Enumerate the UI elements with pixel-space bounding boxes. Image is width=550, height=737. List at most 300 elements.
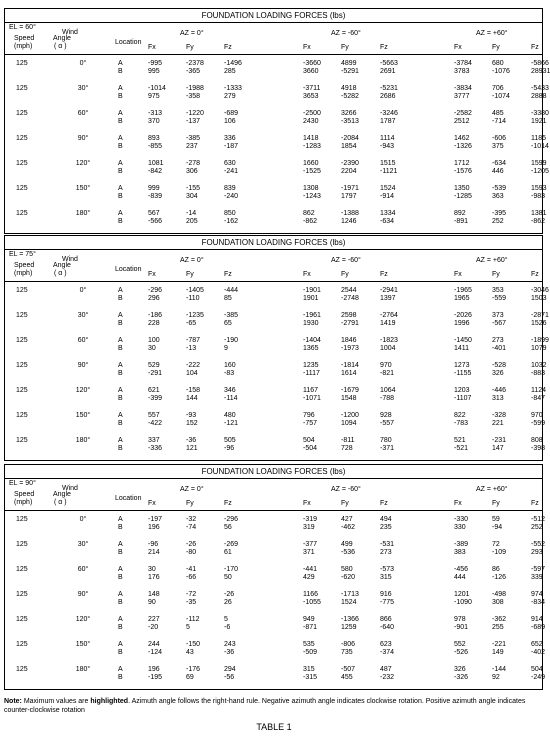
force-value-b: -847 [531,395,546,402]
force-column-header: Fx [454,44,462,51]
force-value-a: 1273 [454,362,470,369]
force-value-a: -1450 [454,337,472,344]
force-value-a: 504 [531,666,543,673]
location-a-cell: A [118,110,123,117]
force-value-a: -385 [186,135,201,142]
title-divider [5,22,542,23]
force-value-b: 43 [186,649,194,656]
force-value-b: -891 [454,218,469,225]
force-value-a: 949 [303,616,315,623]
force-value-a: 1167 [303,387,319,394]
speed-label: Speed [14,491,35,498]
force-value-a: -231 [492,437,507,444]
location-a-cell: A [118,185,123,192]
force-column-header: Fx [303,500,311,507]
force-value-a: -1366 [341,616,359,623]
location-b-cell: B [118,295,123,302]
location-b-cell: B [118,574,123,581]
speed-label: Speed [14,262,35,269]
force-value-a: 1846 [341,337,357,344]
location-a-cell: A [118,387,123,394]
force-value-a: -328 [492,412,507,419]
force-value-a: -1814 [341,362,359,369]
force-value-b: -74 [186,524,197,531]
force-value-a: 928 [380,412,392,419]
force-value-b: 429 [303,574,315,581]
force-value-a: 499 [341,541,353,548]
force-value-b: 339 [531,574,543,581]
force-value-b: 121 [186,445,198,452]
force-value-b: -620 [341,574,356,581]
force-value-b: 9 [224,345,228,352]
force-column-header: Fx [303,44,311,51]
force-value-a: 1515 [380,160,396,167]
force-value-a: -296 [148,287,163,294]
wind-label: Wind [62,485,78,492]
force-value-a: -1901 [303,287,321,294]
force-value-b: 1411 [454,345,470,352]
force-value-a: -150 [186,641,201,648]
location-a-cell: A [118,666,123,673]
force-value-a: -1965 [454,287,472,294]
force-value-a: -197 [148,516,163,523]
force-value-b: -20 [148,624,159,631]
force-value-a: -313 [148,110,163,117]
force-value-a: 494 [380,516,392,523]
force-value-b: -640 [380,624,395,631]
force-value-b: -1014 [531,143,549,150]
table-caption: TABLE 1 [256,722,292,732]
force-value-b: -398 [531,445,546,452]
force-value-b: -126 [492,574,507,581]
force-value-a: -787 [186,337,201,344]
wind-angle-cell: 0° [79,60,87,67]
force-value-a: -190 [224,337,239,344]
force-column-header: Fy [341,271,349,278]
location-b-cell: B [118,649,123,656]
force-value-b: -983 [531,193,546,200]
force-value-b: -1074 [492,93,510,100]
wind-speed-cell: 125 [16,412,28,419]
force-value-a: 978 [454,616,466,623]
force-value-a: -395 [492,210,507,217]
elevation-label: EL = 90° [9,480,36,487]
location-a-cell: A [118,591,123,598]
force-value-a: 621 [148,387,160,394]
force-value-a: 552 [454,641,466,648]
force-value-b: 2430 [303,118,319,125]
force-value-a: 706 [492,85,504,92]
wind-angle-cell: 180° [75,666,91,673]
force-value-b: -35 [186,599,197,606]
force-value-b: -842 [148,168,163,175]
force-value-a: 1418 [303,135,319,142]
force-value-b: 252 [492,218,504,225]
force-value-a: -498 [492,591,507,598]
wind-speed-cell: 125 [16,60,28,67]
force-value-a: -1235 [186,312,204,319]
force-value-b: -1326 [454,143,472,150]
force-column-header: Fx [303,271,311,278]
force-value-b: -3513 [341,118,359,125]
force-value-b: -358 [186,93,201,100]
force-value-a: 970 [380,362,392,369]
force-value-a: -3834 [454,85,472,92]
force-value-a: 59 [492,516,500,523]
force-value-b: 728 [341,445,353,452]
force-value-a: 505 [224,437,236,444]
force-value-a: 580 [341,566,353,573]
mph-label: (mph) [14,499,33,506]
force-value-a: -222 [186,362,201,369]
wind-angle-cell: 150° [75,412,91,419]
wind-angle-cell: 90° [77,591,89,598]
force-value-b: -121 [224,420,239,427]
wind-speed-cell: 125 [16,516,28,523]
force-column-header: Fy [341,500,349,507]
force-value-a: -1404 [303,337,321,344]
force-value-a: -5866 [531,60,549,67]
force-value-b: 3783 [454,68,470,75]
force-value-a: -512 [531,516,546,523]
force-value-b: -365 [186,68,201,75]
location-b-cell: B [118,549,123,556]
location-a-cell: A [118,312,123,319]
force-value-b: -834 [531,599,546,606]
force-value-b: -109 [492,549,507,556]
force-value-a: 630 [224,160,236,167]
force-value-b: -788 [380,395,395,402]
force-value-a: -41 [186,566,197,573]
force-value-a: -606 [492,135,507,142]
force-value-a: 1712 [454,160,470,167]
force-value-a: 623 [380,641,392,648]
azimuth-heading: AZ = +60° [476,30,508,37]
force-value-b: 221 [492,420,504,427]
force-value-b: -110 [186,295,200,302]
force-value-b: -56 [224,674,235,681]
force-column-header: Fy [492,44,500,51]
force-value-b: -137 [186,118,201,125]
force-value-b: 176 [148,574,160,581]
force-value-a: 839 [224,185,236,192]
force-value-a: 1032 [531,362,547,369]
force-column-header: Fz [380,271,388,278]
force-value-a: 862 [303,210,315,217]
force-value-b: 1548 [341,395,357,402]
wind-speed-cell: 125 [16,541,28,548]
wind-label: Wind [62,256,78,263]
force-value-b: 1079 [531,345,547,352]
force-value-a: -456 [454,566,469,573]
alpha-label: ( α ) [54,270,67,277]
force-value-a: 2598 [341,312,357,319]
force-value-b: -839 [148,193,163,200]
force-column-header: Fx [454,500,462,507]
force-value-a: -3246 [380,110,398,117]
force-value-a: -93 [186,412,197,419]
alpha-label: ( α ) [54,43,67,50]
force-value-a: 567 [148,210,160,217]
force-value-b: 92 [492,674,500,681]
location-a-cell: A [118,437,123,444]
force-value-a: -1014 [148,85,166,92]
force-value-a: -319 [303,516,318,523]
wind-angle-cell: 60° [77,566,89,573]
force-value-a: -330 [454,516,469,523]
force-value-a: 1166 [303,591,319,598]
force-column-header: Fy [186,271,194,278]
force-value-b: 1246 [341,218,357,225]
force-value-b: 1259 [341,624,357,631]
force-value-a: 1599 [531,160,547,167]
force-value-b: -326 [454,674,469,681]
title-divider [5,478,542,479]
force-value-b: 152 [186,420,198,427]
force-value-b: 446 [492,168,504,175]
force-value-a: -296 [224,516,239,523]
force-column-header: Fx [148,44,156,51]
force-value-a: 346 [224,387,236,394]
header-divider [5,281,542,282]
force-value-b: 1787 [380,118,396,125]
force-value-b: 2888 [531,93,547,100]
force-value-a: -2026 [454,312,472,319]
location-b-cell: B [118,93,123,100]
force-value-b: -1285 [454,193,472,200]
force-value-b: -374 [380,649,395,656]
force-value-a: -2871 [531,312,549,319]
force-value-a: -2390 [341,160,359,167]
force-value-a: 1593 [531,185,547,192]
force-value-b: -1076 [492,68,510,75]
force-value-a: -1713 [341,591,359,598]
panel-title: FOUNDATION LOADING FORCES (lbs) [201,238,346,247]
force-value-b: 735 [341,649,353,656]
force-value-a: -597 [531,566,546,573]
force-value-b: -943 [380,143,395,150]
location-b-cell: B [118,395,123,402]
force-value-b: -1121 [380,168,398,175]
force-value-a: 100 [148,337,160,344]
wind-speed-cell: 125 [16,135,28,142]
force-value-a: 1081 [148,160,164,167]
force-column-header: Fz [224,44,232,51]
force-value-b: 90 [148,599,156,606]
force-value-b: -187 [224,143,239,150]
force-value-b: -757 [303,420,318,427]
force-column-header: Fx [454,271,462,278]
force-value-b: -2791 [341,320,359,327]
force-value-a: 1201 [454,591,470,598]
force-value-b: 3653 [303,93,319,100]
panel-title: FOUNDATION LOADING FORCES (lbs) [201,11,346,20]
location-label: Location [115,39,142,46]
force-value-b: 304 [186,193,198,200]
force-value-b: -6 [224,624,231,631]
force-value-a: 1064 [380,387,396,394]
force-value-b: 28931 [531,68,550,75]
location-b-cell: B [118,599,123,606]
force-value-a: -446 [492,387,507,394]
force-value-a: -158 [186,387,201,394]
location-a-cell: A [118,135,123,142]
force-value-a: 822 [454,412,466,419]
force-value-b: -901 [454,624,469,631]
force-value-a: 780 [380,437,392,444]
force-value-a: -3046 [531,287,549,294]
force-value-a: -3711 [303,85,321,92]
mph-label: (mph) [14,270,33,277]
force-value-a: -112 [186,616,200,623]
force-value-b: 371 [303,549,315,556]
force-value-b: 279 [224,93,236,100]
force-value-b: 196 [148,524,160,531]
force-value-b: -566 [148,218,163,225]
speed-label: Speed [14,35,35,42]
force-value-b: 315 [380,574,392,581]
force-value-b: 5 [186,624,190,631]
force-value-b: 147 [492,445,504,452]
location-b-cell: B [118,624,123,631]
wind-speed-cell: 125 [16,641,28,648]
force-value-a: -3380 [531,110,549,117]
alpha-label: ( α ) [54,499,67,506]
force-value-a: 326 [454,666,466,673]
force-value-b: -13 [186,345,197,352]
location-b-cell: B [118,320,123,327]
wind-speed-cell: 125 [16,616,28,623]
loading-table-panel [4,464,546,690]
azimuth-heading: AZ = -60° [331,257,361,264]
title-divider [5,249,542,250]
force-column-header: Fy [492,271,500,278]
force-value-a: -96 [148,541,159,548]
force-value-b: 1419 [380,320,396,327]
wind-angle-cell: 0° [79,287,87,294]
force-value-b: -536 [341,549,356,556]
force-column-header: Fz [531,271,539,278]
force-value-b: 235 [380,524,392,531]
force-value-a: -5231 [380,85,398,92]
force-value-b: 1094 [341,420,357,427]
force-value-b: -1107 [454,395,472,402]
force-value-a: 535 [303,641,315,648]
force-value-b: -871 [303,624,318,631]
azimuth-heading: AZ = -60° [331,486,361,493]
force-column-header: Fz [380,44,388,51]
azimuth-heading: AZ = -60° [331,30,361,37]
force-value-b: -599 [531,420,546,427]
force-value-b: 237 [186,143,198,150]
force-value-a: 916 [380,591,392,598]
force-value-b: -714 [492,118,507,125]
force-value-b: -241 [224,168,239,175]
force-value-b: -1155 [454,370,472,377]
force-value-b: -1071 [303,395,321,402]
force-value-a: -528 [492,362,507,369]
force-value-b: 444 [454,574,466,581]
force-value-b: -862 [303,218,318,225]
wind-angle-cell: 120° [75,387,91,394]
force-value-b: -526 [454,649,469,656]
location-b-cell: B [118,168,123,175]
force-value-b: 285 [224,68,236,75]
force-value-b: 1526 [531,320,547,327]
force-value-b: 975 [148,93,160,100]
force-value-b: -124 [148,649,163,656]
wind-speed-cell: 125 [16,160,28,167]
force-value-b: 330 [454,524,466,531]
wind-angle-cell: 180° [75,210,91,217]
location-a-cell: A [118,337,123,344]
force-value-b: -5282 [341,93,359,100]
force-value-b: 1930 [303,320,319,327]
force-value-b: -371 [380,445,395,452]
force-value-b: 273 [380,549,392,556]
location-a-cell: A [118,85,123,92]
wind-speed-cell: 125 [16,437,28,444]
wind-angle-cell: 30° [77,541,89,548]
force-value-a: 1350 [454,185,470,192]
wind-angle-cell: 60° [77,337,89,344]
force-value-b: -567 [492,320,507,327]
force-value-a: -573 [380,566,395,573]
location-b-cell: B [118,193,123,200]
force-value-a: 866 [380,616,392,623]
force-value-b: -2748 [341,295,359,302]
force-value-a: 485 [492,110,504,117]
wind-speed-cell: 125 [16,287,28,294]
force-value-a: -26 [224,591,235,598]
force-value-a: -2500 [303,110,321,117]
force-value-a: 529 [148,362,160,369]
force-value-a: -377 [303,541,318,548]
force-value-b: -1117 [303,370,320,377]
location-a-cell: A [118,287,123,294]
azimuth-heading: AZ = +60° [476,257,508,264]
location-a-cell: A [118,412,123,419]
force-value-b: 69 [186,674,194,681]
wind-speed-cell: 125 [16,110,28,117]
force-value-a: 1660 [303,160,319,167]
azimuth-heading: AZ = 0° [180,30,204,37]
force-value-a: 337 [148,437,160,444]
force-value-b: 106 [224,118,236,125]
force-value-a: 850 [224,210,236,217]
table-note: Note: Maximum values are highlighted. Azimuth angle follows the right-hand rule. Negative azimuth angle indicates clockwise rotation. Positive azimuth angle indicates counter-clockwise rotation [4,698,526,714]
force-column-header: Fz [224,500,232,507]
elevation-label: EL = 75° [9,251,36,258]
force-value-b: 1854 [341,143,357,150]
force-value-a: -2764 [380,312,398,319]
force-value-b: -66 [186,574,197,581]
force-value-b: -883 [531,370,546,377]
force-column-header: Fy [186,500,194,507]
force-value-a: -72 [186,591,197,598]
force-value-a: 336 [224,135,236,142]
force-value-b: -1525 [303,168,321,175]
force-value-b: 3777 [454,93,470,100]
azimuth-heading: AZ = +60° [476,486,508,493]
force-value-a: 294 [224,666,236,673]
force-value-b: -240 [224,193,239,200]
force-value-a: -441 [303,566,318,573]
location-a-cell: A [118,210,123,217]
force-value-a: 487 [380,666,392,673]
force-value-b: 149 [492,649,504,656]
wind-speed-cell: 125 [16,387,28,394]
